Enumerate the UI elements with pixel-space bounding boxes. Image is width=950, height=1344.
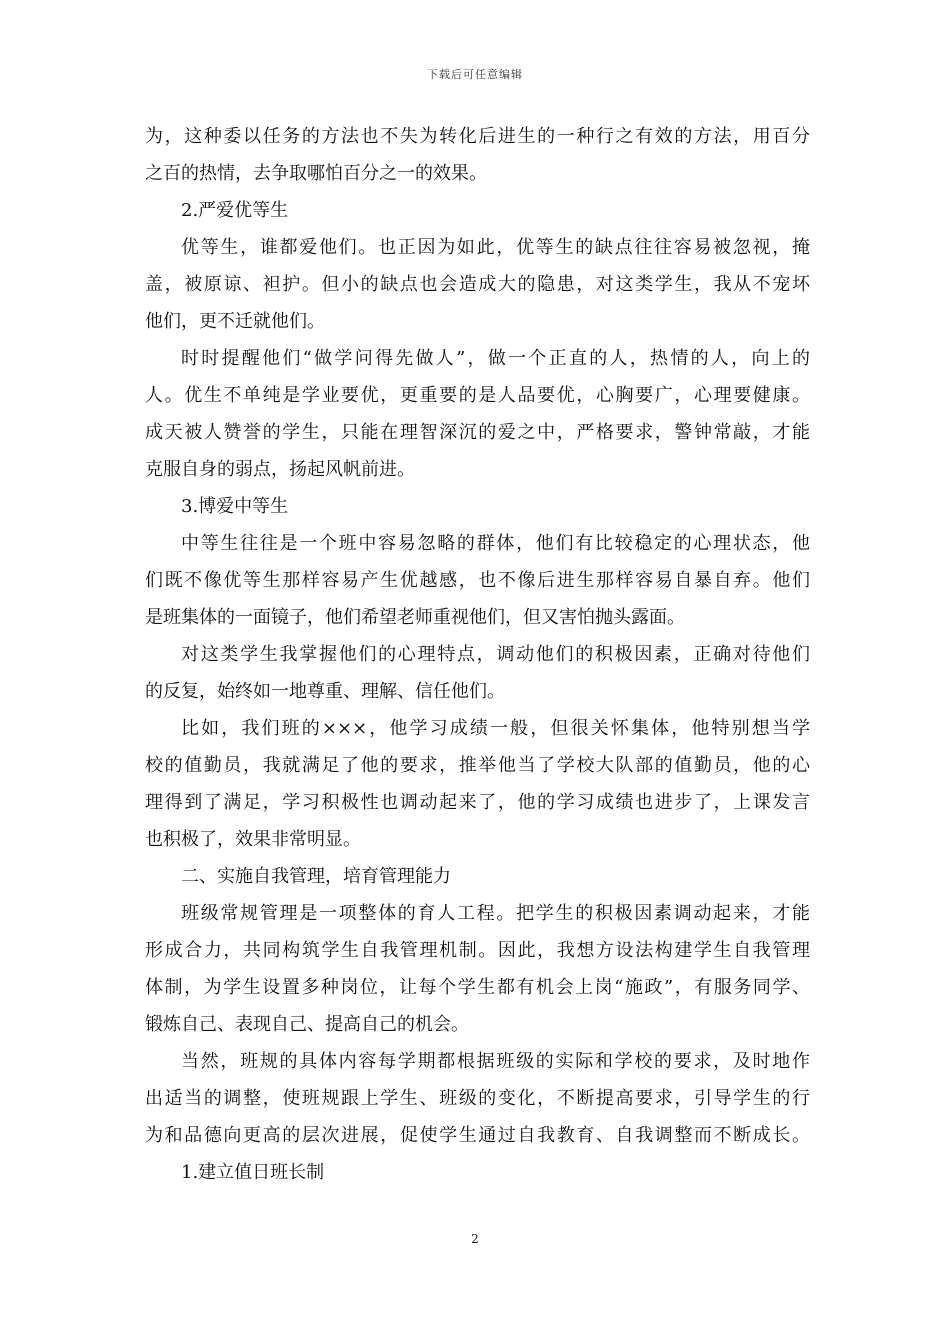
section-heading: 1.建立值日班长制 [181, 1162, 325, 1183]
text-line: 形成合力，共同构筑学生自我管理机制。因此，我想方设法构建学生自我管理 [145, 940, 810, 961]
text-line: 优等生，谁都爱他们。也正因为如此，优等生的缺点往往容易被忽视，掩 [181, 237, 810, 258]
text-line: 为和品德向更高的层次进展，促使学生通过自我教育、自我调整而不断成长。 [145, 1125, 810, 1146]
text-line: 也积极了，效果非常明显。 [145, 829, 361, 850]
page-number: 2 [471, 1232, 479, 1246]
text-line: 人。优生不单纯是学业要优，更重要的是人品要优，心胸要广，心理要健康。 [145, 385, 810, 406]
text-line: 对这类学生我掌握他们的心理特点，调动他们的积极因素，正确对待他们 [181, 644, 810, 665]
text-line: 班级常规管理是一项整体的育人工程。把学生的积极因素调动起来，才能 [181, 903, 810, 924]
text-line: 克服自身的弱点，扬起风帆前进。 [145, 459, 415, 480]
text-line: 校的值勤员，我就满足了他的要求，推举他当了学校大队部的值勤员，他的心 [145, 755, 810, 776]
text-line: 比如，我们班的×××，他学习成绩一般，但很关怀集体，他特别想当学 [181, 718, 810, 739]
section-heading: 2.严爱优等生 [181, 200, 289, 221]
text-line: 为，这种委以任务的方法也不失为转化后进生的一种行之有效的方法，用百分 [145, 126, 810, 147]
text-line: 时时提醒他们“做学问得先做人”，做一个正直的人，热情的人，向上的 [181, 348, 810, 369]
text-line: 的反复，始终如一地尊重、理解、信任他们。 [145, 681, 505, 702]
section-heading: 二、实施自我管理，培育管理能力 [181, 866, 451, 887]
text-line: 成天被人赞誉的学生，只能在理智深沉的爱之中，严格要求，警钟常敲，才能 [145, 422, 810, 443]
text-line: 体制，为学生设置多种岗位，让每个学生都有机会上岗“施政”，有服务同学、 [145, 977, 810, 998]
text-line: 锻炼自己、表现自己、提高自己的机会。 [145, 1014, 469, 1035]
page-header: 下载后可任意编辑 [427, 68, 523, 81]
text-line: 中等生往往是一个班中容易忽略的群体，他们有比较稳定的心理状态，他 [181, 533, 810, 554]
text-line: 当然，班规的具体内容每学期都根据班级的实际和学校的要求，及时地作 [181, 1051, 810, 1072]
text-line: 盖，被原谅、袒护。但小的缺点也会造成大的隐患，对这类学生，我从不宠坏 [145, 274, 810, 295]
document-body [145, 118, 810, 1191]
text-line: 出适当的调整，使班规跟上学生、班级的变化，不断提高要求，引导学生的行 [145, 1088, 810, 1109]
section-heading: 3.博爱中等生 [181, 496, 289, 517]
text-line: 理得到了满足，学习积极性也调动起来了，他的学习成绩也进步了，上课发言 [145, 792, 810, 813]
text-line: 们既不像优等生那样容易产生优越感，也不像后进生那样容易自暴自弃。他们 [145, 570, 810, 591]
text-line: 之百的热情，去争取哪怕百分之一的效果。 [145, 163, 487, 184]
text-line: 是班集体的一面镜子，他们希望老师重视他们，但又害怕抛头露面。 [145, 607, 685, 628]
text-line: 他们，更不迁就他们。 [145, 311, 325, 332]
